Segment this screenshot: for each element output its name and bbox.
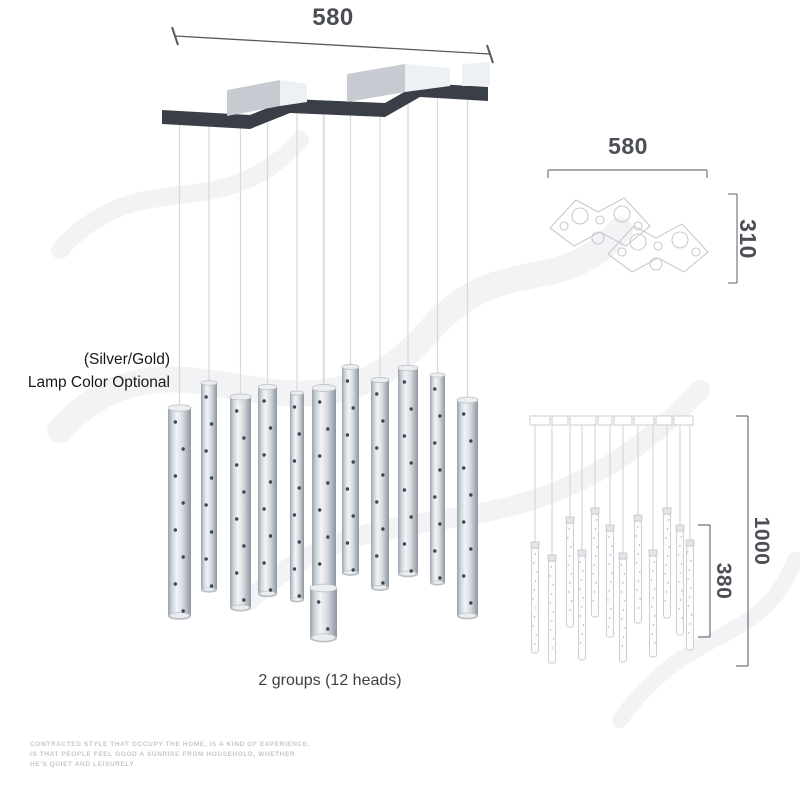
footer-line: IS THAT PEOPLE FEEL GOOD A SUNRISE FROM HOUSEHOLD, WHETHER (30, 751, 296, 758)
front-view-drawing (515, 400, 785, 685)
top-view-depth-dimension-label: 310 (735, 219, 761, 259)
front-view-tube-length-dimension-label: 380 (712, 562, 735, 600)
lamp-color-note-line1: (Silver/Gold) (83, 351, 170, 368)
main-width-dimension-label: 580 (312, 4, 354, 31)
footer-line: CONTRACTED STYLE THAT OCCUPY THE HOME, IS A KIND OF EXPERIENCE, (30, 741, 311, 748)
footer-line: HE'S QUIET AND LEISURELY (30, 761, 135, 768)
top-view-width-dimension-label: 580 (608, 133, 648, 159)
lamp-color-note (0, 348, 170, 394)
footer-fine-print (30, 740, 360, 770)
front-view-height-dimension-label: 1000 (750, 516, 773, 566)
configuration-caption: 2 groups (12 heads) (258, 672, 402, 689)
lamp-color-note-line2: Lamp Color Optional (27, 374, 170, 391)
main-lamp-render (130, 0, 520, 665)
